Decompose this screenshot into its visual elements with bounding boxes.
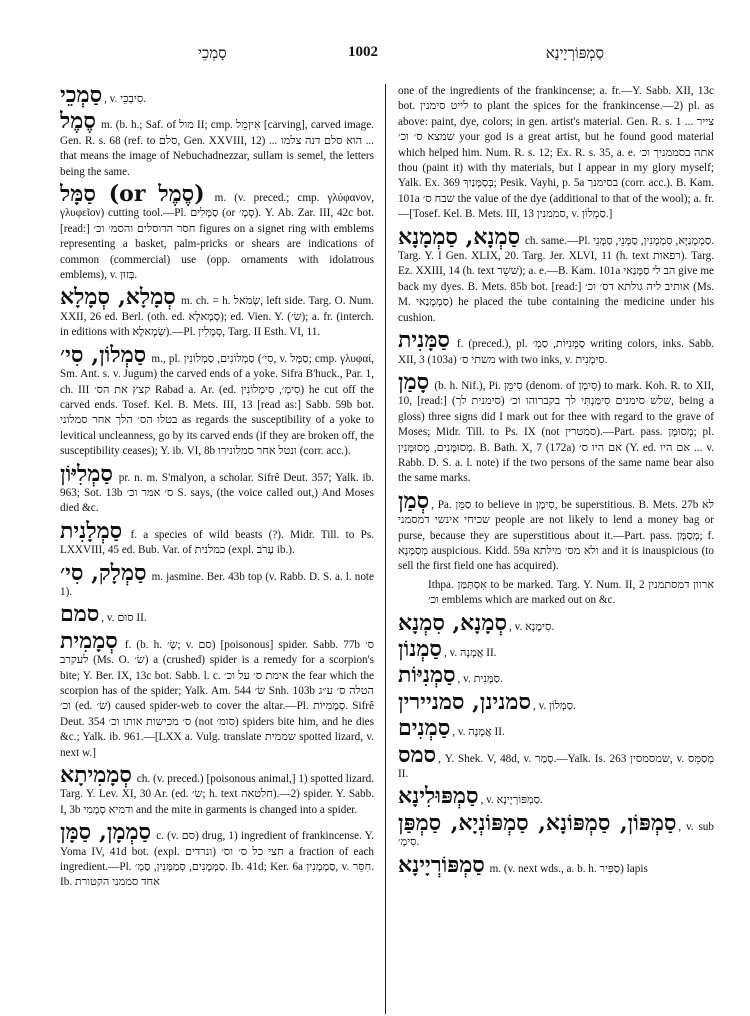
- dictionary-entry: [60, 286, 374, 340]
- entry-definition: ch. same.—Pl. סַמְמָנַיָּא, סַמְמָנִין, סַמָּנֵי, סַמָּנֵי. Targ. Y. I Gen. XLIX, 20. Targ. Jer. XLVI, 11 (h. text רפאות). Targ. Ez. XXIII, 14 (h. text שׁשֵׁר); a. e.—B. Kam. 101a הב לי סַמָּנַאי give me back my dyes. B. Mets. 85b bot. [read:] אותיב ליה גולתא דס׳ וכ׳ (Ms. M. סַמְמָנַאי) he placed the tube containing the medicine under his cushion.: [398, 234, 714, 324]
- entry-headword: סמנינן, סמניירין: [398, 688, 531, 715]
- entry-definition: , v. סַמָּנִית.: [457, 673, 503, 686]
- entry-definition: , v. אֲמָנָה II.: [452, 726, 505, 739]
- entry-headword: סַמְנָא, סַמְמָנָא: [398, 223, 521, 250]
- entry-headword: סַמָּנִית: [398, 327, 450, 354]
- header-right-catchword: סַמְפּוֹרְיָינָא: [545, 44, 604, 62]
- dictionary-entry: [60, 627, 374, 761]
- entry-headword: סֶמֶל: [60, 108, 96, 135]
- entry-definition: one of the ingredients of the frankincense; a. fr.—Y. Sabb. XII, 13c bot. לייט סימנין to plant the spices for the frankincense.—2) pl. as above: paint, dye, colors; in gen. artist's material. Gen. R. s. 1 צייר ... שמצא ס׳ וכ׳ your god is a great artist, but he found good material which helped him. Num. R. s. 12; Ex. R. s. 35, a. e. אתה בסממניך וכ׳ thou (paint it) with thy materials, but I appear in my glory myself; Yalk. Ex. 369 בְּסַמָּנַיִךְ; Pesik. Vayhi, p. 5a בסימנך (corr. acc.). B. Kam. 101a שבח ס׳ the value of the dye (additional to that of the wool); a. fr.—[Tosef. Kel. B. Mets. III, 13 סממנין, v. סַמְלוֹן.]: [398, 85, 714, 221]
- entry-headword: סַמְפּוֹרְיָינָא: [398, 851, 485, 878]
- dictionary-entry: [60, 517, 374, 559]
- dictionary-entry: [398, 741, 714, 783]
- entry-headword: סמס: [398, 741, 437, 768]
- left-column: [60, 84, 374, 1014]
- right-column: [398, 84, 714, 1014]
- entry-headword: סַמְכֵי: [60, 84, 103, 108]
- entry-headword: סְמָלָא, סְמָלָא: [60, 284, 176, 311]
- entry-headword: סַמְפּוֹן, סַמְפּוֹנָא, סַמְפּוֹנְיָא, סַמְפַּן: [398, 809, 677, 836]
- dictionary-entry: [398, 851, 714, 878]
- entry-definition: , v. אֲמָנָה II.: [443, 647, 497, 659]
- dictionary-entry: [398, 84, 714, 223]
- entry-headword: סְמַן: [398, 487, 430, 514]
- entry-definition: m. ch. = h. שְׂמֹאל, left side. Targ. O. Num. XXII, 26 ed. Berl. (oth. ed. סְמָאלָא); ed. Vien. Y. (שׂ׳); a. fr. (interch. in editions with שְׂמָאלָא).—Pl. סְמָלִין, Targ. II Esth. VI, 11.: [60, 295, 374, 339]
- dictionary-entry: [398, 609, 714, 636]
- dictionary-entry: [398, 329, 714, 368]
- entry-definition: m., pl. סַמְלוֹנִים, סַמְלוֹנִין (סִי׳, v. סַמָּל; cmp. γλυφαί, Sm. Ant. s. v. Jugum) the carved ends of a yoke. Sifra B'huck., Par. 1, ch. III קצץ את הס׳ Rabad a. Ar. (ed. סִימְ׳, סִימְלוֹנִין) he cut off the carved ends. Tosef. Kel. B. Mets. III, 13 [read as:] Sabb. 59b bot. בטלו הס׳ הלך אחר סמלוני as regards the susceptibility of a yoke to levitical uncleanness, go by its carved ends (if they are broken off, the susceptibility ceases); Y. ib. VI, 8b ונטל אחר סמלונירו (corr. acc.).: [60, 352, 374, 458]
- dictionary-entry: [60, 821, 374, 891]
- entry-headword: סַמְנִיּוֹת: [398, 662, 456, 689]
- entry-headword: סַמְפּוּלִינָא: [398, 783, 479, 810]
- entry-definition: ch. (v. preced.) [poisonous animal,] 1) spotted lizard. Targ. Y. Lev. XI, 30 Ar. (ed. שׂ׳; h. text חלטאה).—2) spider. Y. Sabb. I, 3b ודמיא סְמָמִי and the mite in garments is changed into a spider.: [60, 773, 374, 816]
- dictionary-entry: [398, 223, 714, 326]
- entry-headword: סְמָמִיתָא: [60, 762, 132, 789]
- entry-definition: Ithpa. אִסְתַּמַּן to be marked. Targ. Y. Num. II, 2 ארוון דמסתמנין וכ׳ emblems which are marked out on &c.: [428, 578, 714, 607]
- dictionary-entry: [398, 578, 714, 609]
- entry-headword: סַמְלָק, סִי׳: [60, 559, 147, 586]
- column-divider: [385, 84, 386, 1014]
- dictionary-entry: [398, 368, 714, 487]
- dictionary-entry: [398, 487, 714, 575]
- entry-definition: , v. סַמְפּוֹרְיָינָא.: [480, 794, 543, 807]
- entry-headword: סָמַן: [398, 368, 430, 395]
- entry-definition: pr. n. m. S'malyon, a scholar. Sifrê Deut. 357; Yalk. ib. 963; Sot. 13b ס׳ אמר וכ׳ S. says, (the voice called out,) And Moses died &c.: [60, 471, 374, 515]
- entry-definition: , Pa. סַמֵּן to believe in סִימָן, be superstitious. B. Mets. 27b לא שכיחי אינשי דמסמני people are not likely to lend a money bag or purse, because they are superstitious about it.—Part. pass. מְסַמָּן; f. מְסַמְּנָא auspicious. Kidd. 59a ולא מס׳ מילתא and it is inauspicious (to sell the first field one has acquired).: [398, 498, 714, 573]
- entry-definition: (b. h. Nif.), Pi. סִימֵּן (denom. of סִימָן) to mark. Koh. R. to XII, 10, [read:] שלש סימנים סִימַּנְתִּי לך בקברוהו וכ׳ (סימנית לך), being a gloss) three signs did I mark out for thee with regard to the grave of Moses; Midr. Till. to Ps. IX (not סמטרין).—Part. pass. מְסוּמָּן; pl. מְסוּמָּנִים, מְסוּמָּנִין. B. Bath. X, 7 (172a) אם היו ס׳ (Y. ed. אם היו ... v. Rabb. D. S. a. l. note) if the two persons of the same name bear also the same marks.: [398, 379, 714, 485]
- dictionary-entry: [60, 84, 374, 107]
- entry-headword: סְמָמִית: [60, 627, 118, 654]
- entry-definition: m. (b. h.; Saf. of מול II; cmp. אִיזְמֵל [carving], carved image. Gen. R. s. 68 (ref. to סלם, Gen. XXVIII, 12) ... הוא סלם דנה צלמו ... that means the image of Nebuchadnezzar, sullam is semel, the letters being the same.: [60, 119, 374, 178]
- entry-headword: סַמְנוֹן: [398, 636, 442, 662]
- entry-headword: סַמְלִיּוֹן: [60, 460, 113, 487]
- entry-definition: f. a species of wild beasts (?). Midr. Till. to Ps. LXXVIII, 45 ed. Bub. Var. of כמלנית (expl. עָרֹב ib.).: [60, 528, 374, 557]
- page-number: 1002: [348, 44, 378, 60]
- dictionary-entry: [398, 638, 714, 661]
- entry-definition: m. (v. preced.; cmp. γλύφανον, γλυφεῖον) cutting tool.—Pl. סַמָּלִים (or סְמָ׳). Y. Ab. Zar. III, 42c bot. [read:] חסר הדוסלים והסמ׳ וכ׳ figures on a signet ring with emblems representing a basket, palm-pricks or shears are indications of common (commercial) use (opp. ornaments with idolatrous emblems), v. בְּזוּן.: [60, 192, 374, 282]
- entry-definition: c. (v. סם) drug, 1) ingredient of frankincense. Y. Yoma IV, 41d bot. (expl. ונרדים) חצי כל ס׳ וס׳ a fraction of each ingredient.—Pl. סַמְמָנִים, סְמַמָּנִין, סַמְ׳. Ib. 41d; Ker. 6a סַמְמָנִין, v. חִסֵּר. Ib. אחד סממני הקטורת: [60, 830, 374, 889]
- entry-definition: m. (v. next wds., a. b. h. סַפִּיר) lapis: [486, 862, 648, 875]
- entry-definition: f. (b. h. שְׂ׳; v. סם) [poisonous] spider. Sabb. 77b ס׳ לעקרב (Ms. O. שׂ׳) a (crushed) spider is a remedy for a scorpion's bite; Y. Ber. IX, 13c bot. Sabb. l. c. אימת ס׳ על וכ׳ the fear which the scorpion has of the spider; Yalk. Am. 544 שׂ׳ Snh. 103b הטלה ס׳ ע״ג וכ׳ (ed. שׂ׳) caused spider-web to cover the altar.—Pl. סְמָמִיּוֹת. Sifrê Deut. 354 ס׳ מכישות אותו וכ׳ (not סומ׳) spiders bite him, and he dies &c.; Yalk. ib. 961.—[LXX a. Vulg. translate שממית spotted lizard, v. next w.]: [60, 638, 374, 759]
- entry-definition: , v. סִיבְכֵי.: [104, 93, 147, 105]
- dictionary-entry: [398, 717, 714, 740]
- dictionary-entry: [60, 183, 374, 283]
- dictionary-entry: [60, 764, 374, 818]
- entry-definition: , Y. Shek. V, 48d, v. סָמַר.—Yalk. Is. 263 שמסמסין, v. מְסַמֵּס II.: [398, 752, 714, 781]
- entry-headword: סַמְלָנִית: [60, 517, 123, 544]
- header-left-catchword: סָמְכֵי: [198, 44, 227, 62]
- dictionary-entry: [60, 603, 374, 626]
- dictionary-entry: [398, 785, 714, 808]
- entry-definition: , v. סִימָנָא.: [509, 620, 555, 633]
- entry-headword: סמם: [60, 601, 100, 628]
- entry-definition: , v. סַמְלוֹן.: [533, 699, 576, 712]
- entry-headword: סְמָנָא, סִמְנָא: [398, 609, 507, 636]
- entry-definition: , v. סוּם II.: [101, 612, 147, 625]
- dictionary-entry: [398, 664, 714, 687]
- dictionary-entry: [398, 688, 714, 715]
- entry-headword: סַמְלוֹן, סִי׳: [60, 341, 147, 368]
- dictionary-entry: [60, 341, 374, 460]
- entry-headword: סַמְמָן, סַמָּן: [60, 819, 152, 846]
- dictionary-entry: [60, 110, 374, 180]
- dictionary-entry: [60, 460, 374, 517]
- page-header: [58, 44, 694, 66]
- dictionary-entry: [60, 559, 374, 601]
- entry-definition: m. jasmine. Ber. 43b top (v. Rabb. D. S. a. l. note 1).: [60, 570, 374, 598]
- entry-headword: סַמְנִים: [398, 715, 451, 742]
- entry-definition: f. (preced.), pl. סַמָּנִיּוֹת, סַמְ׳ writing colors, inks. Sabb. XII, 3 (103a) משתי ס׳ with two inks, v. סִימָנִית.: [398, 338, 714, 366]
- dictionary-entry: [398, 809, 714, 851]
- entry-headword: סַמָּל (or סֶמֶל): [60, 181, 205, 208]
- entry-definition: , v. sub סִימְ׳.: [398, 820, 714, 849]
